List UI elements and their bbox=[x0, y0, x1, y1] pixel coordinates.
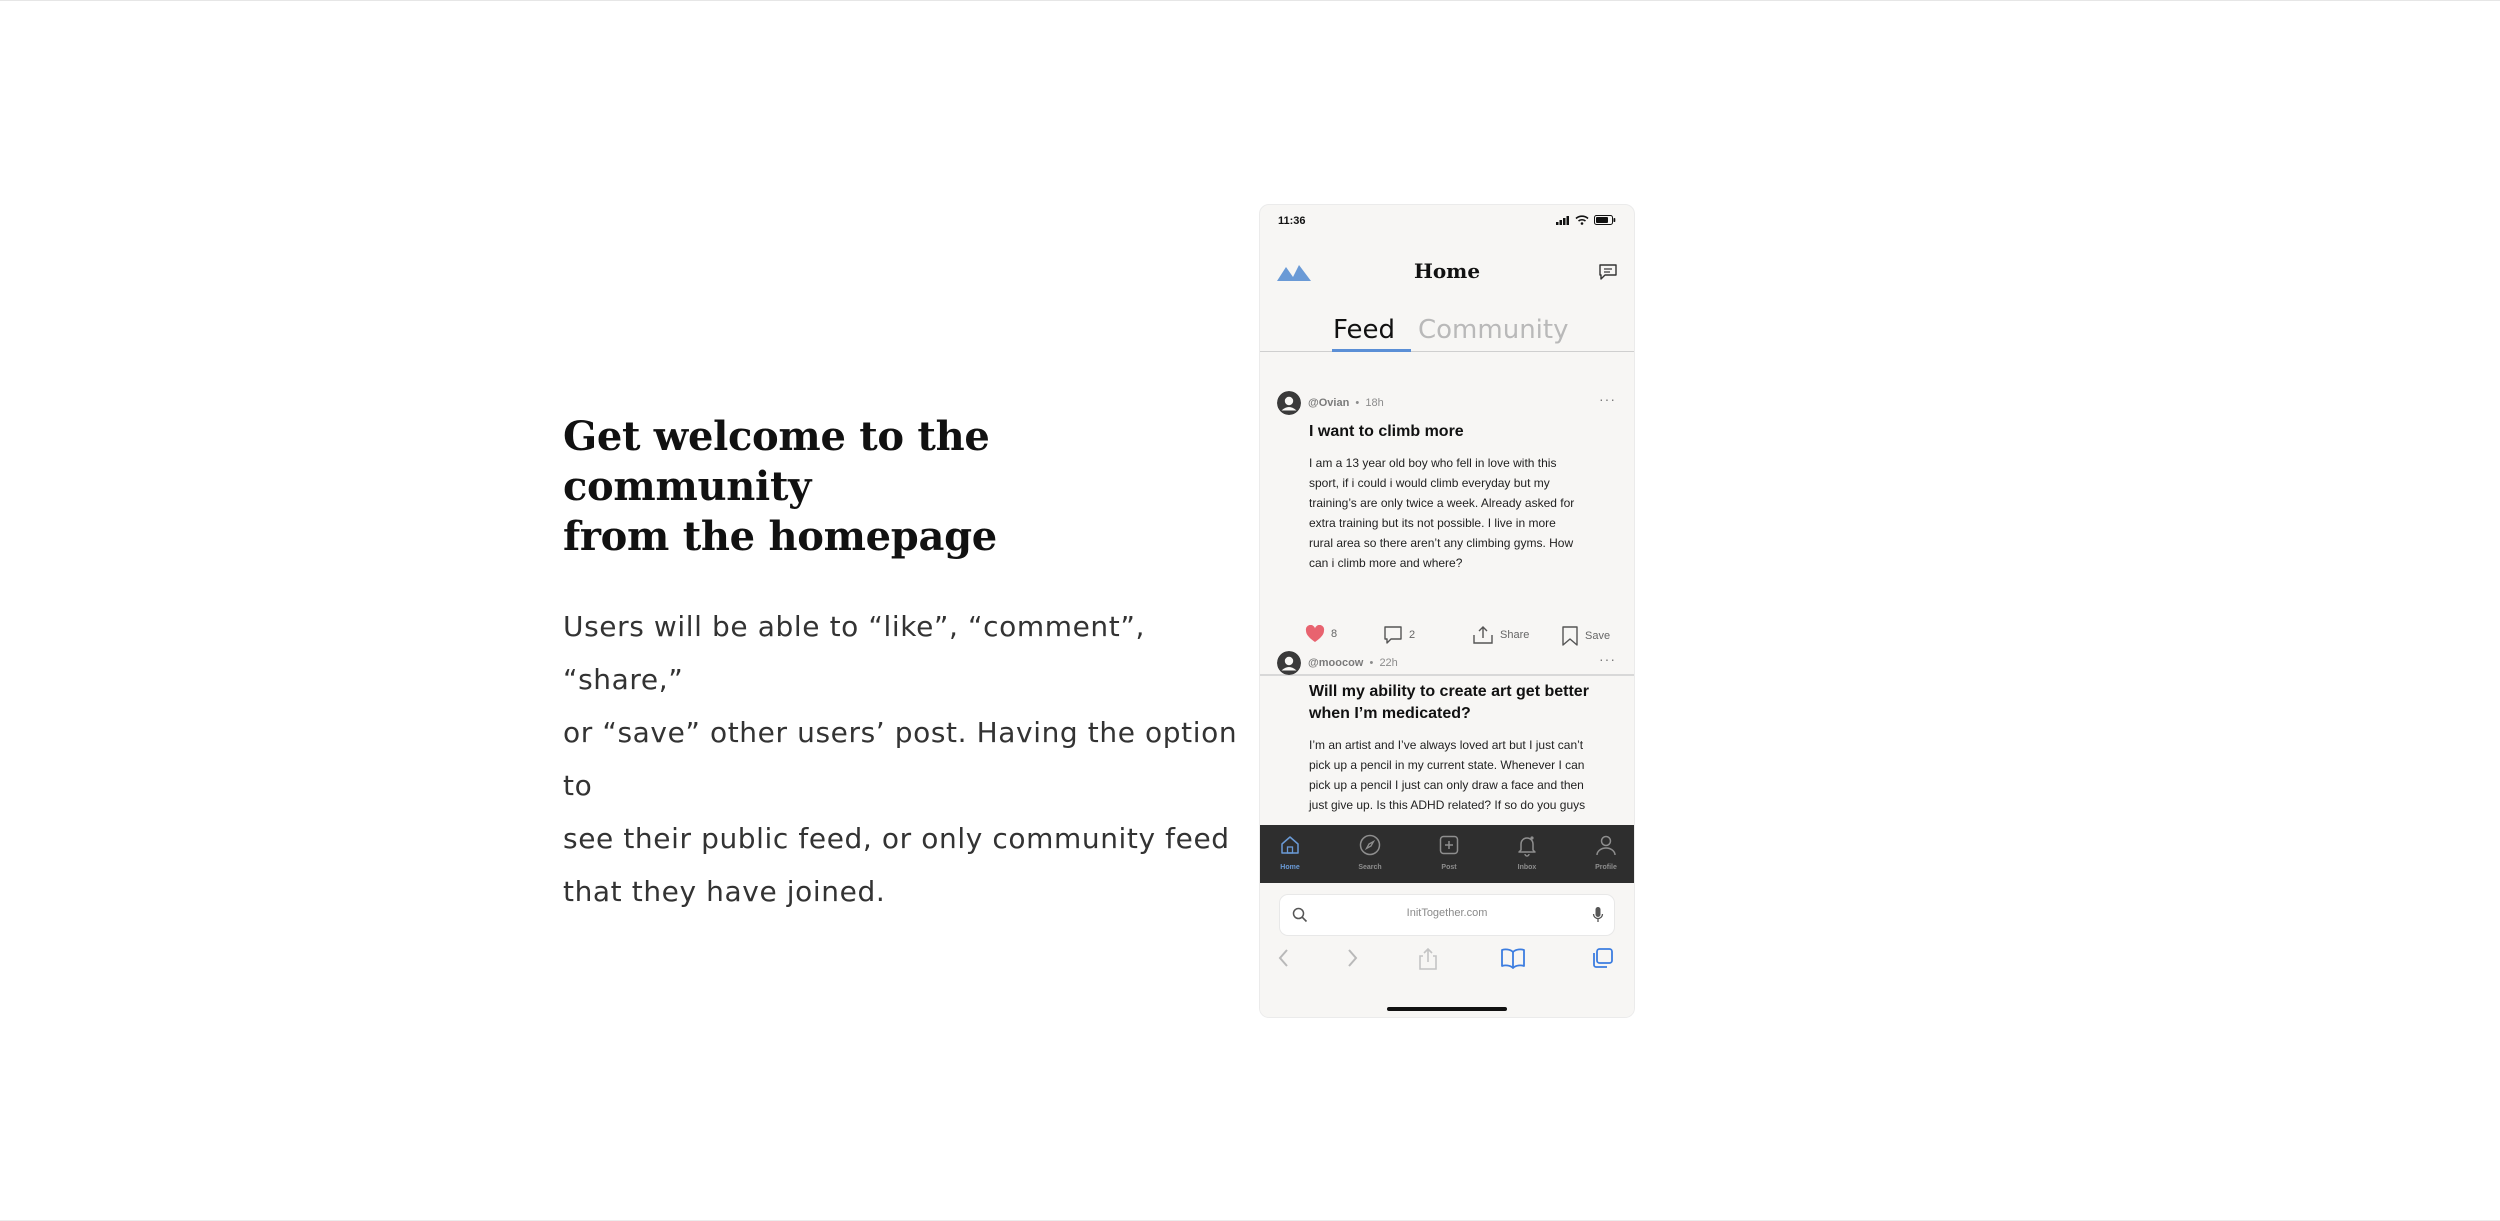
page-title: Home bbox=[1413, 259, 1481, 283]
post-body-line: sport, if i could i would climb everyday but my bbox=[1309, 476, 1550, 490]
post-title-line: Will my ability to create art get better bbox=[1309, 683, 1589, 700]
status-bar bbox=[1260, 205, 1634, 235]
post-title[interactable]: I want to climb more bbox=[1309, 423, 1464, 440]
wifi-icon bbox=[1575, 215, 1589, 225]
compass-icon bbox=[1358, 833, 1382, 857]
tab-feed[interactable]: Feed bbox=[1333, 315, 1396, 345]
post-body-line: just give up. Is this ADHD related? If so do you guys bbox=[1309, 798, 1586, 812]
description-text bbox=[563, 600, 1243, 918]
nav-label: Profile bbox=[1595, 864, 1617, 871]
post-body-line: pick up a pencil in my current state. Whenever I can bbox=[1309, 758, 1585, 772]
nav-post[interactable] bbox=[1419, 833, 1479, 871]
comment-count: 2 bbox=[1409, 629, 1416, 641]
back-icon[interactable] bbox=[1276, 947, 1292, 969]
avatar[interactable] bbox=[1277, 651, 1301, 675]
post-body bbox=[1309, 735, 1621, 815]
post-body-line: training’s are only twice a week. Already asked for bbox=[1309, 496, 1575, 510]
share-label: Share bbox=[1500, 629, 1530, 641]
home-indicator bbox=[1387, 1007, 1507, 1011]
like-count: 8 bbox=[1331, 628, 1338, 640]
headline-line: Get welcome to the community bbox=[563, 413, 990, 510]
post-body-line: rural area so there aren’t any climbing gyms. How bbox=[1309, 536, 1574, 550]
nav-inbox[interactable] bbox=[1497, 833, 1557, 871]
nav-label: Home bbox=[1280, 864, 1300, 871]
post-meta: @Ovian • 18h bbox=[1308, 397, 1384, 409]
post-time: 18h bbox=[1365, 397, 1384, 409]
share-button[interactable] bbox=[1472, 625, 1529, 645]
description-line: see their public feed, or only community feed bbox=[563, 822, 1230, 855]
forward-icon[interactable] bbox=[1344, 947, 1360, 969]
share-icon bbox=[1472, 625, 1494, 645]
post-body bbox=[1309, 453, 1621, 573]
post-meta: @moocow • 22h bbox=[1308, 657, 1398, 669]
battery-icon bbox=[1594, 215, 1616, 225]
description-line: or “save” other users’ post. Having the option to bbox=[563, 716, 1238, 802]
post-body-line: I am a 13 year old boy who fell in love with this bbox=[1309, 456, 1557, 470]
avatar[interactable] bbox=[1277, 391, 1301, 415]
post-body-line: I’m an artist and I’ve always loved art but I just can’t bbox=[1309, 738, 1584, 752]
signal-icon bbox=[1556, 216, 1570, 225]
comment-icon bbox=[1383, 625, 1403, 645]
person-icon bbox=[1594, 833, 1618, 857]
save-button[interactable] bbox=[1561, 625, 1610, 647]
status-time: 11:36 bbox=[1278, 215, 1306, 227]
address-bar[interactable] bbox=[1280, 895, 1614, 935]
bottom-nav-bar bbox=[1260, 825, 1634, 883]
description-line: that they have joined. bbox=[563, 875, 886, 908]
post-title[interactable] bbox=[1309, 681, 1619, 725]
browser-chrome bbox=[1260, 883, 1634, 1018]
nav-home[interactable] bbox=[1260, 833, 1320, 871]
nav-profile[interactable] bbox=[1576, 833, 1635, 871]
description-section bbox=[563, 412, 1243, 918]
post-title-line: when I’m medicated? bbox=[1309, 705, 1471, 722]
heart-icon bbox=[1305, 625, 1325, 643]
bookmarks-icon[interactable] bbox=[1500, 947, 1526, 969]
post-time: 22h bbox=[1379, 657, 1398, 669]
bell-icon bbox=[1515, 833, 1539, 857]
tabs-icon[interactable] bbox=[1590, 947, 1614, 969]
headline bbox=[563, 412, 1243, 562]
phone-mockup bbox=[1259, 204, 1635, 1018]
url-text: InitTogether.com bbox=[1406, 907, 1488, 919]
post-actions bbox=[1305, 623, 1625, 653]
post-username[interactable]: @moocow bbox=[1308, 657, 1364, 669]
app-header bbox=[1260, 251, 1634, 295]
bookmark-icon bbox=[1561, 625, 1579, 647]
headline-line: from the homepage bbox=[563, 513, 997, 560]
post-body-line: extra training but its not possible. I live in more bbox=[1309, 516, 1556, 530]
save-label: Save bbox=[1585, 630, 1611, 642]
share-sheet-icon[interactable] bbox=[1418, 947, 1438, 971]
feed-tabs bbox=[1260, 311, 1634, 352]
nav-label: Search bbox=[1358, 864, 1382, 871]
more-options-icon[interactable]: ··· bbox=[1599, 391, 1616, 407]
plus-square-icon bbox=[1437, 833, 1461, 857]
nav-search[interactable] bbox=[1340, 833, 1400, 871]
post-username[interactable]: @Ovian bbox=[1308, 397, 1350, 409]
feed-list[interactable] bbox=[1260, 351, 1634, 825]
message-icon[interactable] bbox=[1598, 263, 1618, 281]
post-divider bbox=[1260, 674, 1634, 676]
post-body-line: pick up a pencil I just can only draw a face and then bbox=[1309, 778, 1584, 792]
description-line: Users will be able to “like”, “comment”, “share,” bbox=[563, 610, 1145, 696]
like-button[interactable] bbox=[1305, 625, 1337, 643]
top-border bbox=[0, 0, 2500, 1]
nav-label: Post bbox=[1441, 864, 1457, 871]
more-options-icon[interactable]: ··· bbox=[1599, 651, 1616, 667]
microphone-icon[interactable] bbox=[1592, 906, 1604, 924]
home-icon bbox=[1278, 833, 1302, 857]
comment-button[interactable] bbox=[1383, 625, 1415, 645]
nav-label: Inbox bbox=[1517, 864, 1537, 871]
tab-community[interactable]: Community bbox=[1418, 315, 1569, 345]
post-body-line: can i climb more and where? bbox=[1309, 556, 1463, 570]
